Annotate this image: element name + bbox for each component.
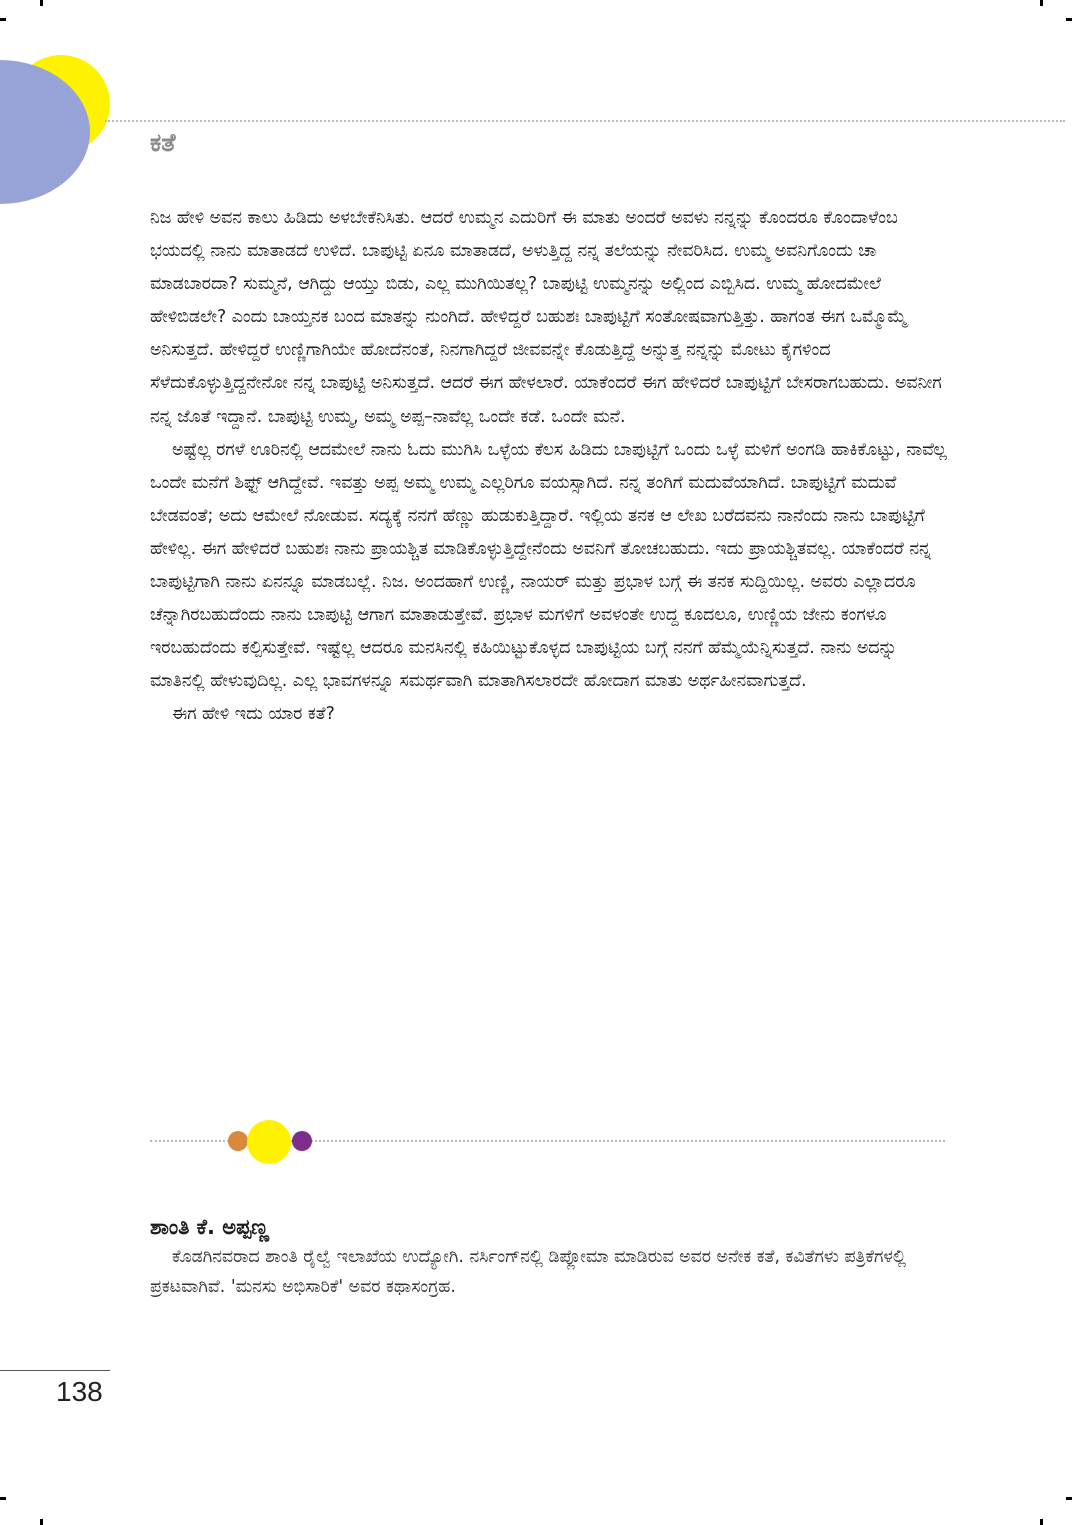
crop-mark	[1040, 0, 1043, 6]
crop-mark	[0, 1497, 6, 1500]
header-dotted-rule	[105, 120, 1065, 122]
page-number: 138	[56, 1376, 103, 1407]
orange-dot-decoration	[228, 1131, 248, 1151]
yellow-dot-decoration	[247, 1120, 291, 1164]
crop-mark	[40, 0, 43, 6]
page-number-rule	[0, 1370, 110, 1371]
crop-mark	[1040, 1519, 1043, 1525]
story-paragraph: ನಿಜ ಹೇಳಿ ಅವನ ಕಾಲು ಹಿಡಿದು ಅಳಬೇಕೆನಿಸಿತು. ಆದರೆ ಉಮ್ಮನ ಎದುರಿಗೆ ಈ ಮಾತು ಅಂದರೆ ಅವಳು ನನ್ನನ್ನು ಕೊಂದರೂ ಕೊಂದಾಳೆಂಬ ಭಯದಲ್ಲಿ ನಾನು ಮಾತಾಡದೆ ಉಳಿದೆ. ಬಾಪುಟ್ಟಿ ಏನೂ ಮಾತಾಡದೆ, ಅಳುತ್ತಿದ್ದ ನನ್ನ ತಲೆಯನ್ನು ನೇವರಿಸಿದ. ಉಮ್ಮ ಅವನಿಗೊಂದು ಚಾ ಮಾಡಬಾರದಾ? ಸುಮ್ಮನೆ, ಆಗಿದ್ದು ಆಯ್ತು ಬಿಡು, ಎಲ್ಲ ಮುಗಿಯಿತಲ್ಲ? ಬಾಪುಟ್ಟಿ ಉಮ್ಮನನ್ನು ಅಲ್ಲಿಂದ ಎಬ್ಬಿಸಿದ. ಉಮ್ಮ ಹೋದಮೇಲೆ ಹೇಳಿಬಿಡಲೇ? ಎಂದು ಬಾಯ್ತನಕ ಬಂದ ಮಾತನ್ನು ನುಂಗಿದೆ. ಹೇಳಿದ್ದರೆ ಬಹುಶಃ ಬಾಪುಟ್ಟಿಗೆ ಸಂತೋಷವಾಗುತ್ತಿತ್ತು. ಹಾಗಂತ ಈಗ ಒಮ್ಮೊಮ್ಮೆ ಅನಿಸುತ್ತದೆ. ಹೇಳಿದ್ದರೆ ಉಣ್ಣಿಗಾಗಿಯೇ ಹೋದೆನಂತೆ, ನಿನಗಾಗಿದ್ದರೆ ಜೀವವನ್ನೇ ಕೊಡುತ್ತಿದ್ದೆ ಅನ್ನುತ್ತ ನನ್ನನ್ನು ಮೋಟು ಕೈಗಳಿಂದ ಸೆಳೆದುಕೊಳ್ಳುತ್ತಿದ್ದನೇನೋ ನನ್ನ ಬಾಪುಟ್ಟಿ ಅನಿಸುತ್ತದೆ. ಆದರೆ ಈಗ ಹೇಳಲಾರೆ. ಯಾಕೆಂದರೆ ಈಗ ಹೇಳಿದರೆ ಬಾಪುಟ್ಟಿಗೆ ಬೇಸರಾಗಬಹುದು. ಅವನೀಗ ನನ್ನ ಜೊತೆ ಇದ್ದಾನೆ. ಬಾಪುಟ್ಟಿ ಉಮ್ಮ, ಅಮ್ಮ ಅಪ್ಪ–ನಾವೆಲ್ಲ ಒಂದೇ ಕಡೆ. ಒಂದೇ ಮನೆ.	[150, 208, 942, 427]
author-name: ಶಾಂತಿ ಕೆ. ಅಪ್ಪಣ್ಣ	[150, 1215, 270, 1239]
crop-mark	[0, 18, 6, 21]
story-body	[150, 202, 950, 732]
section-label: ಕತೆ	[150, 128, 176, 157]
author-bio	[150, 1212, 950, 1302]
purple-dot-decoration	[292, 1131, 312, 1151]
story-paragraph: ಅಷ್ಟೆಲ್ಲ ರಗಳೆ ಊರಿನಲ್ಲಿ ಆದಮೇಲೆ ನಾನು ಓದು ಮುಗಿಸಿ ಒಳ್ಳೆಯ ಕೆಲಸ ಹಿಡಿದು ಬಾಪುಟ್ಟಿಗೆ ಒಂದು ಒಳ್ಳೆ ಮಳಿಗೆ ಅಂಗಡಿ ಹಾಕಿಕೊಟ್ಟು, ನಾವೆಲ್ಲ ಒಂದೇ ಮನೆಗೆ ಶಿಫ್ಟ್ ಆಗಿದ್ದೇವೆ. ಇವತ್ತು ಅಪ್ಪ ಅಮ್ಮ ಉಮ್ಮ ಎಲ್ಲರಿಗೂ ವಯಸ್ಸಾಗಿದೆ. ನನ್ನ ತಂಗಿಗೆ ಮದುವೆಯಾಗಿದೆ. ಬಾಪುಟ್ಟಿಗೆ ಮದುವೆ ಬೇಡವಂತೆ; ಅದು ಆಮೇಲೆ ನೋಡುವ. ಸದ್ಯಕ್ಕೆ ನನಗೆ ಹೆಣ್ಣು ಹುಡುಕುತ್ತಿದ್ದಾರೆ. ಇಲ್ಲಿಯ ತನಕ ಆ ಲೇಖ ಬರೆದವನು ನಾನೆಂದು ನಾನು ಬಾಪುಟ್ಟಿಗೆ ಹೇಳಿಲ್ಲ. ಈಗ ಹೇಳಿದರೆ ಬಹುಶಃ ನಾನು ಪ್ರಾಯಶ್ಚಿತ ಮಾಡಿಕೊಳ್ಳುತ್ತಿದ್ದೇನೆಂದು ಅವನಿಗೆ ತೋಚಬಹುದು. ಇದು ಪ್ರಾಯಶ್ಚಿತವಲ್ಲ. ಯಾಕೆಂದರೆ ನನ್ನ ಬಾಪುಟ್ಟಿಗಾಗಿ ನಾನು ಏನನ್ನೂ ಮಾಡಬಲ್ಲೆ. ನಿಜ. ಅಂದಹಾಗೆ ಉಣ್ಣಿ, ನಾಯರ್ ಮತ್ತು ಪ್ರಭಾಳ ಬಗ್ಗೆ ಈ ತನಕ ಸುದ್ದಿಯಿಲ್ಲ. ಅವರು ಎಲ್ಲಾದರೂ ಚೆನ್ನಾಗಿರಬಹುದೆಂದು ನಾನು ಬಾಪುಟ್ಟಿ ಆಗಾಗ ಮಾತಾಡುತ್ತೇವೆ. ಪ್ರಭಾಳ ಮಗಳಿಗೆ ಅವಳಂತೇ ಉದ್ದ ಕೂದಲೂ, ಉಣ್ಣಿಯ ಜೇನು ಕಂಗಳೂ ಇರಬಹುದೆಂದು ಕಲ್ಪಿಸುತ್ತೇವೆ. ಇಷ್ಟೆಲ್ಲ ಆದರೂ ಮನಸಿನಲ್ಲಿ ಕಹಿಯಿಟ್ಟುಕೊಳ್ಳದ ಬಾಪುಟ್ಟಿಯ ಬಗ್ಗೆ ನನಗೆ ಹೆಮ್ಮೆಯೆನ್ನಿಸುತ್ತದೆ. ನಾನು ಅದನ್ನು ಮಾತಿನಲ್ಲಿ ಹೇಳುವುದಿಲ್ಲ. ಎಲ್ಲ ಭಾವಗಳನ್ನೂ ಸಮರ್ಥವಾಗಿ ಮಾತಾಗಿಸಲಾರದೇ ಹೋದಾಗ ಮಾತು ಅರ್ಥಹೀನವಾಗುತ್ತದೆ.	[150, 439, 947, 692]
crop-mark	[1066, 18, 1072, 21]
crop-mark	[40, 1519, 43, 1525]
crop-mark	[1066, 1497, 1072, 1500]
story-paragraph: ಈಗ ಹೇಳಿ ಇದು ಯಾರ ಕತೆ?	[172, 704, 335, 725]
author-bio-text: ಕೊಡಗಿನವರಾದ ಶಾಂತಿ ರೈಲ್ವೆ ಇಲಾಖೆಯ ಉದ್ಯೋಗಿ. ನರ್ಸಿಂಗ್‌ನಲ್ಲಿ ಡಿಪ್ಲೋಮಾ ಮಾಡಿರುವ ಅವರ ಅನೇಕ ಕತೆ, ಕವಿತೆಗಳು ಪತ್ರಿಕೆಗಳಲ್ಲಿ ಪ್ರಕಟವಾಗಿವೆ. 'ಮನಸು ಅಭಿಸಾರಿಕೆ' ಅವರ ಕಥಾಸಂಗ್ರಹ.	[150, 1247, 906, 1297]
